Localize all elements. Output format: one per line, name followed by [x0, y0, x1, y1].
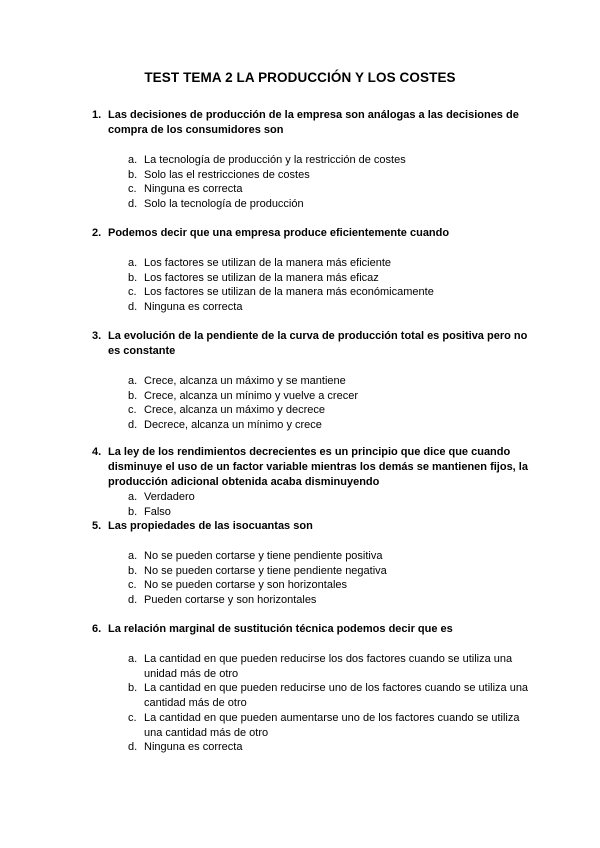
- option-letter: c.: [128, 183, 137, 196]
- option-text: La cantidad en que pueden aumentarse uno de los factores cuando se utiliza una cantidad más de otro: [144, 711, 520, 739]
- question-text: Podemos decir que una empresa produce eficientemente cuando: [108, 227, 450, 239]
- option-letter: b.: [128, 682, 138, 695]
- option-list: [92, 490, 532, 519]
- question-number: 3.: [92, 330, 102, 342]
- option-text: La cantidad en que pueden reducirse los dos factores cuando se utiliza una unidad más de otro: [144, 653, 513, 680]
- option-text: Crece, alcanza un mínimo y vuelve a crecer: [144, 389, 358, 402]
- option-list: [92, 652, 532, 755]
- option-b: [92, 168, 532, 183]
- option-text: No se pueden cortarse y tiene pendiente negativa: [144, 564, 387, 577]
- question-1: [92, 108, 532, 212]
- option-letter: b.: [128, 564, 138, 577]
- option-d: [92, 593, 532, 608]
- option-text: La cantidad en que pueden reducirse uno de los factores cuando se utiliza una cantidad más de otro: [144, 682, 529, 710]
- question-number: 1.: [92, 109, 102, 121]
- option-letter: a.: [128, 491, 138, 503]
- question-2: [92, 226, 532, 315]
- option-letter: b.: [128, 271, 138, 284]
- option-list: [92, 256, 532, 315]
- option-letter: c.: [128, 579, 137, 592]
- option-letter: b.: [128, 505, 138, 518]
- option-letter: d.: [128, 594, 138, 607]
- question-4: [92, 445, 532, 519]
- option-letter: a.: [128, 653, 138, 665]
- option-a: [92, 256, 532, 271]
- option-text: Ninguna es correcta: [144, 301, 243, 314]
- option-letter: a.: [128, 257, 138, 269]
- option-text: Crece, alcanza un máximo y se mantiene: [144, 375, 346, 387]
- question-text: Las decisiones de producción de la empresa son análogas a las decisiones de compra de los consumidores son: [108, 109, 519, 136]
- question-text: La evolución de la pendiente de la curva de producción total es positiva pero no es constante: [108, 330, 528, 357]
- question-text: La relación marginal de sustitución técnica podemos decir que es: [108, 623, 453, 635]
- option-letter: d.: [128, 198, 138, 211]
- option-b: [92, 389, 532, 404]
- option-text: Pueden cortarse y son horizontales: [144, 594, 317, 607]
- option-list: [92, 549, 532, 608]
- option-c: [92, 285, 532, 300]
- option-c: [92, 403, 532, 418]
- option-text: Decrece, alcanza un mínimo y crece: [144, 419, 322, 432]
- option-d: [92, 418, 532, 433]
- question-number: 6.: [92, 623, 102, 635]
- option-letter: a.: [128, 154, 138, 166]
- option-d: [92, 197, 532, 212]
- option-letter: b.: [128, 168, 138, 181]
- question-6: [92, 622, 532, 755]
- option-list: [92, 153, 532, 212]
- option-a: [92, 374, 532, 389]
- option-a: [92, 153, 532, 168]
- option-text: La tecnología de producción y la restricción de costes: [144, 154, 406, 166]
- option-letter: c.: [128, 711, 137, 724]
- option-b: [92, 271, 532, 286]
- option-letter: d.: [128, 741, 138, 754]
- question-text: La ley de los rendimientos decrecientes es un principio que dice que cuando disminuye el uso de un factor variable mientras los demás se mantienen fijos, la producción adicional obtenida acaba disminuyendo: [108, 446, 528, 488]
- option-text: Los factores se utilizan de la manera más eficiente: [144, 257, 392, 269]
- option-b: [92, 564, 532, 579]
- question-3: [92, 329, 532, 433]
- option-letter: c.: [128, 404, 137, 417]
- option-b: [92, 681, 532, 710]
- option-letter: a.: [128, 375, 138, 387]
- option-a: [92, 652, 532, 681]
- option-letter: a.: [128, 550, 138, 562]
- option-text: Solo la tecnología de producción: [144, 198, 304, 211]
- option-list: [92, 374, 532, 433]
- option-letter: d.: [128, 301, 138, 314]
- option-text: Falso: [144, 505, 171, 518]
- option-c: [92, 578, 532, 593]
- question-number: 4.: [92, 446, 102, 458]
- option-b: [92, 505, 532, 520]
- document-title: TEST TEMA 2 LA PRODUCCIÓN Y LOS COSTES: [144, 70, 456, 85]
- option-d: [92, 300, 532, 315]
- option-letter: d.: [128, 419, 138, 432]
- question-text: Las propiedades de las isocuantas son: [108, 520, 313, 532]
- option-text: Ninguna es correcta: [144, 741, 243, 754]
- option-text: No se pueden cortarse y son horizontales: [144, 579, 348, 592]
- option-letter: b.: [128, 389, 138, 402]
- option-text: Los factores se utilizan de la manera más eficaz: [144, 271, 379, 284]
- option-a: [92, 549, 532, 564]
- question-number: 2.: [92, 227, 102, 239]
- option-letter: c.: [128, 286, 137, 299]
- option-c: [92, 182, 532, 197]
- option-text: Ninguna es correcta: [144, 183, 243, 196]
- option-text: Solo las el restricciones de costes: [144, 168, 310, 181]
- option-a: [92, 490, 532, 505]
- option-d: [92, 740, 532, 755]
- option-text: No se pueden cortarse y tiene pendiente positiva: [144, 550, 383, 562]
- option-text: Los factores se utilizan de la manera más económicamente: [144, 286, 434, 299]
- option-c: [92, 711, 532, 740]
- question-number: 5.: [92, 520, 102, 532]
- question-5: [92, 519, 532, 608]
- option-text: Verdadero: [144, 491, 195, 503]
- option-text: Crece, alcanza un máximo y decrece: [144, 404, 325, 417]
